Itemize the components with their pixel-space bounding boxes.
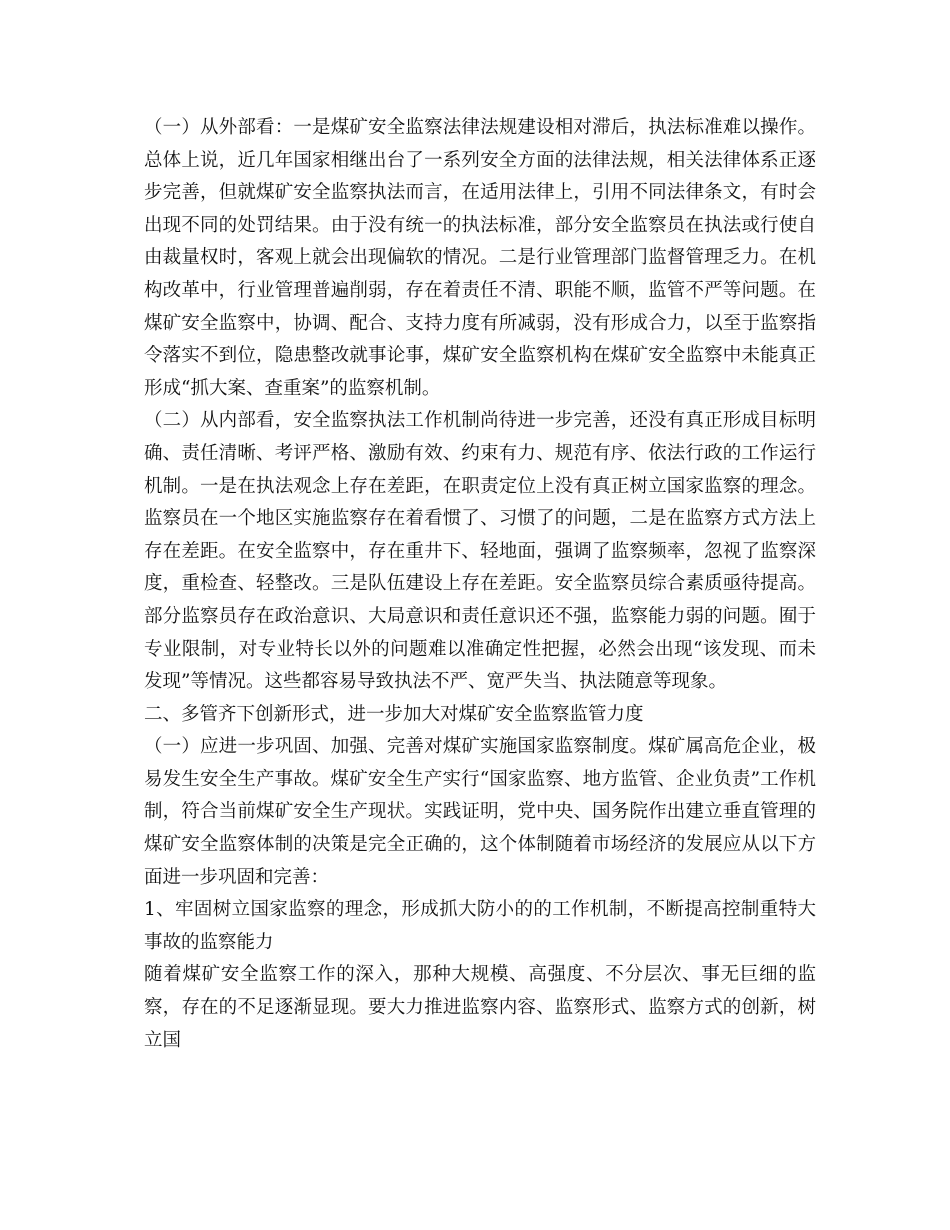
paragraph-internal-view: （二）从内部看，安全监察执法工作机制尚待进一步完善，还没有真正形成目标明确、责任清晰、考评严格、激励有效、约束有力、规范有序、依法行政的工作运行机制。一是在执法观念上存在差距，在职责定位上没有真正树立国家监察的理念。监察员在一个地区实施监察存在着看惯了、习惯了的问题，二是在监察方式方法上存在差距。在安全监察中，存在重井下、轻地面，强调了监察频率，忽视了监察深度，重检查、轻整改。三是队伍建设上存在差距。安全监察员综合素质亟待提高。部分监察员存在政治意识、大局意识和责任意识还不强，监察能力弱的问题。囿于专业限制，对专业特长以外的问题难以准确定性把握，必然会出现“该发现、而未发现”等情况。这些都容易导致执法不严、宽严失当、执法随意等现象。 [144,410,816,693]
paragraph-national-supervision: （一）应进一步巩固、加强、完善对煤矿实施国家监察制度。煤矿属高危企业，极易发生安全生产事故。煤矿安全生产实行“国家监察、地方监管、企业负责”工作机制，符合当前煤矿安全生产现状。实践证明，党中央、国务院作出建立垂直管理的煤矿安全监察体制的决策是完全正确的，这个体制随着市场经济的发展应从以下方面进一步巩固和完善： [144,736,816,888]
subheading-point-one: 1、牢固树立国家监察的理念，形成抓大防小的的工作机制，不断提高控制重特大事故的监察能力 [144,899,816,953]
paragraph-deepening-supervision: 随着煤矿安全监察工作的深入，那种大规模、高强度、不分层次、事无巨细的监察，存在的不足逐渐显现。要大力推进监察内容、监察形式、监察方式的创新，树立国 [144,964,816,1051]
section-heading-two: 二、多管齐下创新形式，进一步加大对煤矿安全监察监管力度 [144,703,644,725]
paragraph-external-view: （一）从外部看：一是煤矿安全监察法律法规建设相对滞后，执法标准难以操作。总体上说，近几年国家相继出台了一系列安全方面的法律法规，相关法律体系正逐步完善，但就煤矿安全监察执法而言，在适用法律上，引用不同法律条文，有时会出现不同的处罚结果。由于没有统一的执法标准，部分安全监察员在执法或行使自由裁量权时，客观上就会出现偏软的情况。二是行业管理部门监督管理乏力。在机构改革中，行业管理普遍削弱，存在着责任不清、职能不顺，监管不严等问题。在煤矿安全监察中，协调、配合、支持力度有所减弱，没有形成合力，以至于监察指令落实不到位，隐患整改就事论事，煤矿安全监察机构在煤矿安全监察中未能真正形成“抓大案、查重案”的监察机制。 [144,117,816,399]
document-page [144,112,816,1057]
